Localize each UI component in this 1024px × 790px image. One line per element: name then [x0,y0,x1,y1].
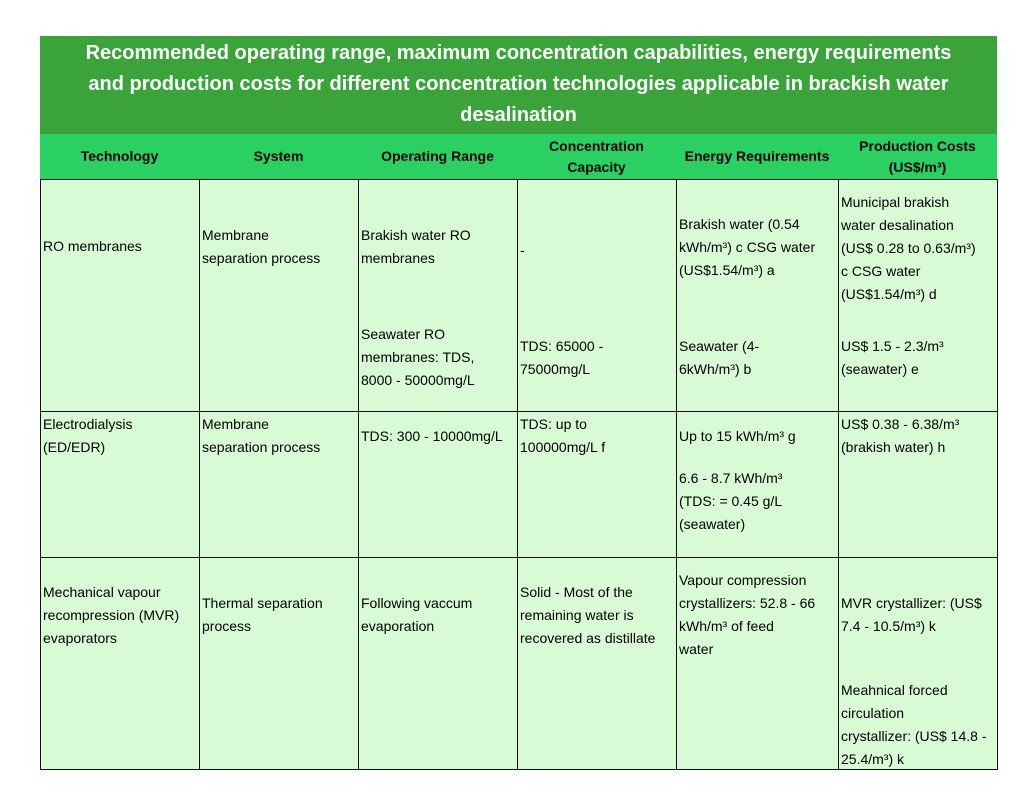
line: (seawater) [679,516,746,532]
cell-concentration-capacity [518,558,677,770]
line: TDS: 65000 - [520,338,604,354]
line: (seawater) e [841,361,919,377]
line: water desalination [841,217,954,233]
line: crystallizers: 52.8 - 66 [679,595,816,611]
cell-production-costs [839,558,998,770]
line: Vapour compression [679,572,807,588]
line: Electrodialysis [43,416,133,432]
cell-technology [41,558,200,770]
table-row [41,558,998,770]
header-costs-line-1: Production Costs [859,137,976,154]
line: membranes: TDS, [361,349,475,365]
line: (US$ 0.28 to 0.63/m³) [841,240,976,256]
cell-operating-range [359,558,518,770]
line: (brakish water) h [841,439,946,455]
line: process [202,618,252,634]
table-title [40,36,997,134]
title-line-3: desalination [460,104,577,126]
header-system: System [253,148,304,164]
line: evaporators [43,630,117,646]
line: Seawater (4- [679,338,760,354]
data-table [40,179,998,770]
line: 8000 - 50000mg/L [361,372,475,388]
line: evaporation [361,618,435,634]
header-production-costs [838,134,997,179]
cell-technology [41,180,200,412]
line: kWh/m³ of feed [679,618,774,634]
line: Seawater RO [361,326,446,342]
line: Municipal brakish [841,194,950,210]
cell-technology [41,412,200,558]
line: (US$1.54/m³) d [841,286,937,302]
line: Brakish water RO [361,227,471,243]
line: US$ 1.5 - 2.3/m³ [841,338,944,354]
cell-energy-requirements [677,412,839,558]
header-concentration-line-1: Concentration [549,137,644,154]
line: membranes [361,250,435,266]
line: 100000mg/L f [520,439,606,455]
line: recompression (MVR) [43,607,180,623]
line: Following vaccum [361,595,473,611]
line: (US$1.54/m³) a [679,262,775,278]
line: Solid - Most of the [520,584,633,600]
line: (ED/EDR) [43,439,106,455]
line: TDS: up to [520,416,587,432]
line: c CSG water [841,263,921,279]
line: kWh/m³) c CSG water [679,239,816,255]
line: remaining water is [520,607,634,623]
line: - [520,242,525,258]
cell-production-costs [839,180,998,412]
header-row [40,134,997,179]
header-operating-range: Operating Range [381,148,494,164]
header-concentration-capacity [517,134,676,179]
line: Membrane [202,227,269,243]
line: circulation [841,705,905,721]
line: water [679,641,714,657]
title-line-1: Recommended operating range, maximum concentration capabilities, energy requirements [85,42,952,64]
cell-production-costs [839,412,998,558]
line: Meahnical forced [841,682,948,698]
cell-energy-requirements [677,180,839,412]
line: 75000mg/L [520,361,591,377]
header-concentration-line-2: Capacity [567,158,626,175]
line: Up to 15 kWh/m³ g [679,428,796,444]
cell-operating-range [359,180,518,412]
header-energy-requirements: Energy Requirements [684,148,830,164]
cell-concentration-capacity [518,412,677,558]
line: separation process [202,250,321,266]
line: separation process [202,439,321,455]
line: Mechanical vapour [43,584,161,600]
line: Thermal separation [202,595,323,611]
cell-concentration-capacity [518,180,677,412]
line: MVR crystallizer: (US$ [841,595,982,611]
cell-system [200,558,359,770]
line: 6.6 - 8.7 kWh/m³ [679,470,783,486]
line: Brakish water (0.54 [679,216,800,232]
line: 7.4 - 10.5/m³) k [841,618,936,634]
line: crystallizer: (US$ 14.8 - [841,728,987,744]
line: US$ 0.38 - 6.38/m³ [841,416,960,432]
title-line-2: and production costs for different concentration technologies applicable in brackish water [88,73,949,95]
cell-operating-range [359,412,518,558]
line: Membrane [202,416,269,432]
table-row [41,412,998,558]
line: TDS: 300 - 10000mg/L [361,428,503,444]
line: RO membranes [43,238,142,254]
table-row [41,180,998,412]
line: 25.4/m³) k [841,751,905,767]
header-technology: Technology [80,148,159,164]
cell-system [200,180,359,412]
line: 6kWh/m³) b [679,361,752,377]
cell-system [200,412,359,558]
line: recovered as distillate [520,630,656,646]
table-container [40,36,997,770]
cell-energy-requirements [677,558,839,770]
line: (TDS: = 0.45 g/L [679,493,783,509]
header-costs-line-2: (US$/m³) [888,158,947,175]
